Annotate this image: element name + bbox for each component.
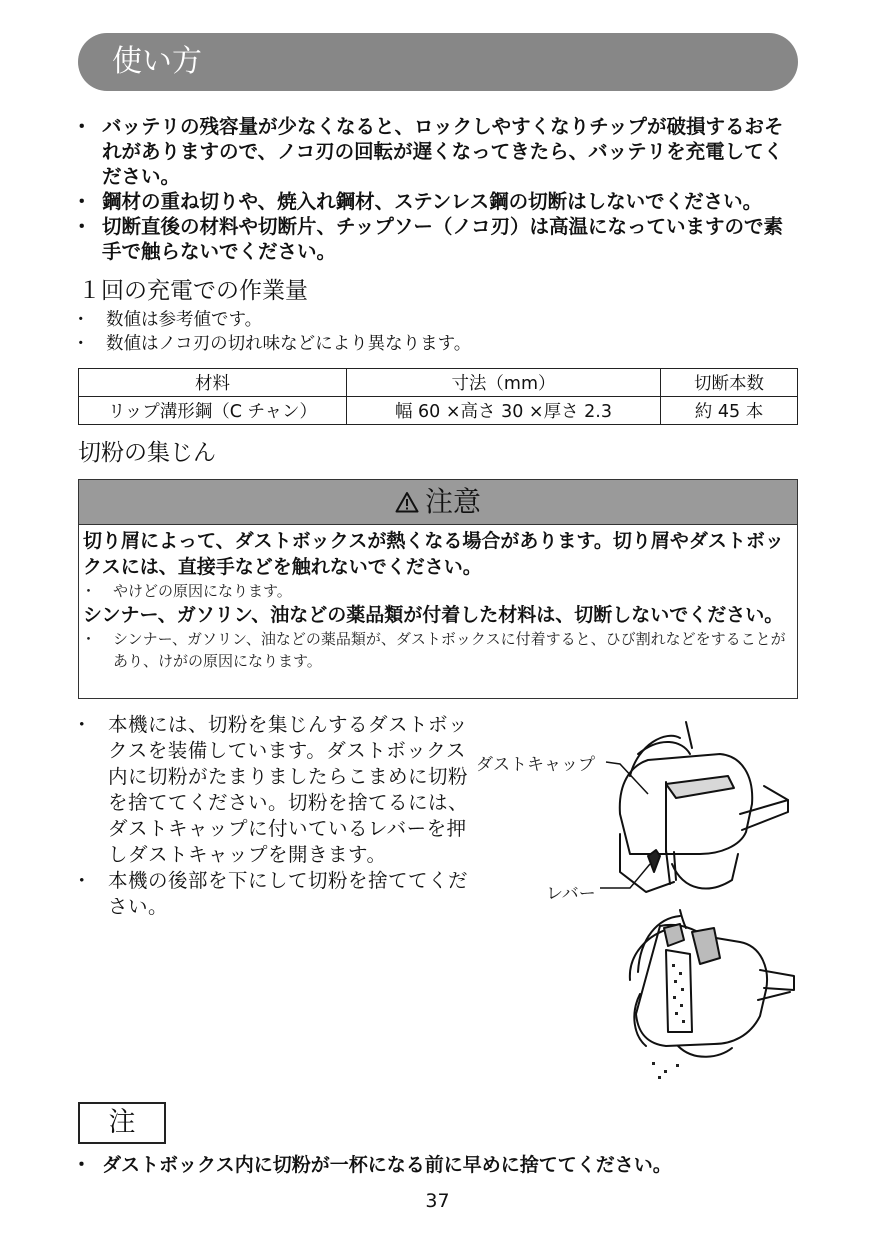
cell-dimensions: 幅 60 ×高さ 30 ×厚さ 2.3	[347, 397, 661, 425]
caution-subtext: ・ やけどの原因になります。	[83, 580, 791, 602]
caution-title: 注意	[424, 485, 481, 518]
list-item: ・ バッテリの残容量が少なくなると、ロックしやすくなりチップが破損するおそれがありますので、ノコ刃の回転が遅くなってきたら、バッテリを充電してください。	[78, 114, 798, 189]
workload-table	[78, 368, 798, 425]
header-material: 材料	[79, 369, 347, 397]
cell-material: リップ溝形鋼（C チャン）	[79, 397, 347, 425]
list-item: ・ 切断直後の材料や切断片、チップソー（ノコ刃）は高温になっていますので素手で触らないでください。	[78, 214, 798, 264]
saw-illustration	[470, 714, 800, 1084]
intro-bullet-list	[78, 114, 798, 264]
list-item: ・ 鋼材の重ね切りや、焼入れ鋼材、ステンレス鋼の切断はしないでください。	[78, 189, 798, 214]
cell-cut-count: 約 45 本	[661, 397, 798, 425]
workload-heading: １回の充電での作業量	[78, 278, 308, 304]
table-header-row	[79, 369, 798, 397]
list-item: ・ 数値は参考値です。	[78, 308, 798, 332]
workload-bullet-list	[78, 308, 798, 356]
list-item: ・ 本機には、切粉を集じんするダストボックスを装備しています。ダストボックス内に切粉がたまりましたらこまめに切粉を捨ててください。切粉を捨てるには、ダストキャップに付いているレバーを押しダストキャップを開きます。	[78, 712, 470, 868]
caution-text: シンナー、ガソリン、油などの薬品類が付着した材料は、切断しないでください。	[83, 604, 784, 626]
list-item: ・ 数値はノコ刃の切れ味などにより異なります。	[78, 332, 798, 356]
page-number: 37	[425, 1190, 450, 1212]
note-text: ・ ダストボックス内に切粉が一杯になる前に早めに捨ててください。	[78, 1152, 672, 1178]
table-row	[79, 397, 798, 425]
note-label: 注	[78, 1102, 166, 1144]
caution-header	[79, 480, 797, 525]
lever-label: レバー	[546, 884, 596, 904]
caution-subtext: ・ シンナー、ガソリン、油などの薬品類が、ダストボックスに付着すると、ひび割れなどをすることがあり、けがの原因になります。	[83, 628, 791, 672]
list-item: ・ 本機の後部を下にして切粉を捨ててください。	[78, 868, 470, 920]
warning-triangle-icon	[395, 482, 419, 526]
header-dimensions: 寸法（mm）	[347, 369, 661, 397]
caution-box	[78, 479, 798, 699]
header-cut-count: 切断本数	[661, 369, 798, 397]
caution-text: 切り屑によって、ダストボックスが熱くなる場合があります。切り屑やダストボックスには、直接手などを触れないでください。	[83, 530, 784, 578]
section-header	[78, 33, 798, 91]
dust-bullet-list	[78, 712, 470, 920]
section-title: 使い方	[112, 44, 202, 79]
dust-cap-label: ダストキャップ	[476, 755, 595, 775]
dust-heading: 切粉の集じん	[78, 440, 216, 466]
